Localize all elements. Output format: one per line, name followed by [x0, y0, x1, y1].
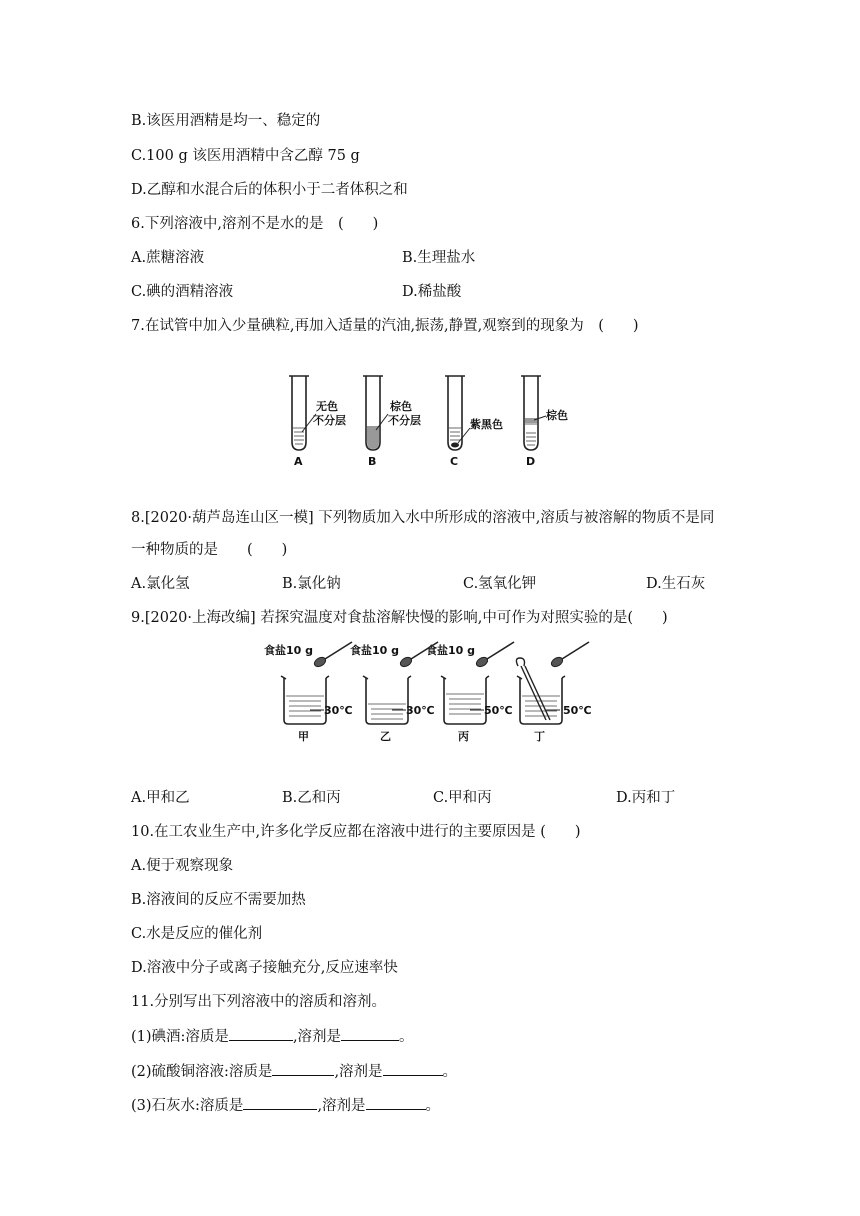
q9-option-a: A.甲和乙 — [131, 790, 190, 806]
beaker1-temp: 30℃ — [324, 704, 353, 717]
q10-option-b: B.溶液间的反应不需要加热 — [131, 892, 306, 908]
tube-c-icon — [448, 376, 462, 450]
tube-b-label: B — [368, 455, 377, 468]
q6-stem: 6.下列溶液中,溶剂不是水的是 ( ) — [131, 216, 379, 232]
q11-item2-end: 。 — [442, 1064, 458, 1080]
q5-option-b: B.该医用酒精是均一、稳定的 — [131, 113, 321, 129]
q10-option-c: C.水是反应的催化剂 — [131, 926, 263, 942]
q9-option-d: D.丙和丁 — [616, 790, 676, 806]
tube-a-label: A — [294, 455, 303, 468]
q11-item-2 — [131, 1061, 457, 1082]
q8-option-a: A.氯化氢 — [131, 576, 190, 592]
beaker2-name: 乙 — [380, 730, 391, 743]
q8-option-b: B.氯化钠 — [282, 576, 341, 592]
q7-test-tube-figure — [280, 370, 580, 470]
q5-option-c: C.100 g 该医用酒精中含乙醇 75 g — [131, 148, 360, 164]
tube-a-note-1: 无色 — [316, 400, 338, 413]
q11-item2-solvent-blank[interactable] — [383, 1061, 443, 1076]
beaker1-salt-label: 食盐10 g — [264, 644, 314, 657]
tube-b-note-2: 不分层 — [388, 414, 421, 427]
q8-option-c: C.氢氧化钾 — [463, 576, 537, 592]
beaker2-temp: 30℃ — [406, 704, 435, 717]
q6-option-b: B.生理盐水 — [402, 250, 476, 266]
q11-item1-pre: (1)碘酒:溶质是 — [131, 1029, 229, 1045]
q11-item2-mid: ,溶剂是 — [334, 1064, 383, 1080]
tube-d-label: D — [526, 455, 536, 468]
spoon-3-icon — [475, 656, 489, 669]
beaker4-name: 丁 — [534, 730, 545, 743]
spoon-4-icon — [550, 656, 564, 669]
q11-item3-mid: ,溶剂是 — [317, 1098, 366, 1114]
q6-option-d: D.稀盐酸 — [402, 284, 462, 300]
q11-item3-end: 。 — [425, 1098, 441, 1114]
q11-item2-pre: (2)硫酸铜溶液:溶质是 — [131, 1064, 273, 1080]
q6-option-a: A.蔗糖溶液 — [131, 250, 205, 266]
spoon-1-icon — [313, 656, 327, 669]
q11-item1-solvent-blank[interactable] — [341, 1026, 399, 1041]
q8-option-d: D.生石灰 — [646, 576, 706, 592]
q11-item2-solute-blank[interactable] — [272, 1061, 334, 1076]
beaker-2-icon — [366, 678, 408, 724]
q10-stem: 10.在工农业生产中,许多化学反应都在溶液中进行的主要原因是 ( ) — [131, 824, 581, 840]
beaker-3-icon — [444, 678, 486, 724]
q11-item1-mid: ,溶剂是 — [292, 1029, 342, 1045]
q9-option-c: C.甲和丙 — [433, 790, 492, 806]
q5-option-d: D.乙醇和水混合后的体积小于二者体积之和 — [131, 182, 408, 198]
q11-item3-solvent-blank[interactable] — [366, 1095, 426, 1110]
tube-d-note: 棕色 — [546, 409, 568, 422]
tube-b-note-1: 棕色 — [390, 400, 412, 413]
q11-item-1 — [131, 1026, 414, 1047]
q11-item3-solute-blank[interactable] — [243, 1095, 317, 1110]
tube-c-label: C — [450, 455, 459, 468]
q11-stem: 11.分别写出下列溶液中的溶质和溶剂。 — [131, 994, 387, 1010]
beaker3-temp: 50℃ — [484, 704, 513, 717]
tube-d-icon — [524, 376, 538, 450]
q6-option-c: C.碘的酒精溶液 — [131, 284, 234, 300]
spoon-2-icon — [399, 656, 413, 669]
q10-option-a: A.便于观察现象 — [131, 858, 234, 874]
q9-beaker-figure — [262, 636, 602, 746]
tube-a-icon — [292, 376, 306, 450]
beaker1-name: 甲 — [298, 730, 309, 743]
q10-option-d: D.溶液中分子或离子接触充分,反应速率快 — [131, 960, 398, 976]
q7-stem: 7.在试管中加入少量碘粒,再加入适量的汽油,振荡,静置,观察到的现象为 ( ) — [131, 318, 639, 334]
tube-c-note: 紫黑色 — [470, 418, 503, 431]
beaker4-temp: 50℃ — [563, 704, 592, 717]
beaker3-name: 丙 — [458, 730, 469, 743]
q11-item1-solute-blank[interactable] — [229, 1026, 293, 1041]
q9-option-b: B.乙和丙 — [282, 790, 341, 806]
beaker3-salt-label: 食盐10 g — [426, 644, 476, 657]
tube-a-note-2: 不分层 — [313, 414, 346, 427]
q8-stem-line2: 一种物质的是 ( ) — [131, 542, 288, 558]
q11-item1-end: 。 — [399, 1029, 414, 1045]
q9-stem: 9.[2020·上海改编] 若探究温度对食盐溶解快慢的影响,中可作为对照实验的是( ) — [131, 610, 668, 626]
beaker2-salt-label: 食盐10 g — [350, 644, 400, 657]
q8-stem-line1: 8.[2020·葫芦岛连山区一模] 下列物质加入水中所形成的溶液中,溶质与被溶解的物质不是同 — [131, 510, 715, 526]
q11-item3-pre: (3)石灰水:溶质是 — [131, 1098, 244, 1114]
q11-item-3 — [131, 1095, 440, 1116]
